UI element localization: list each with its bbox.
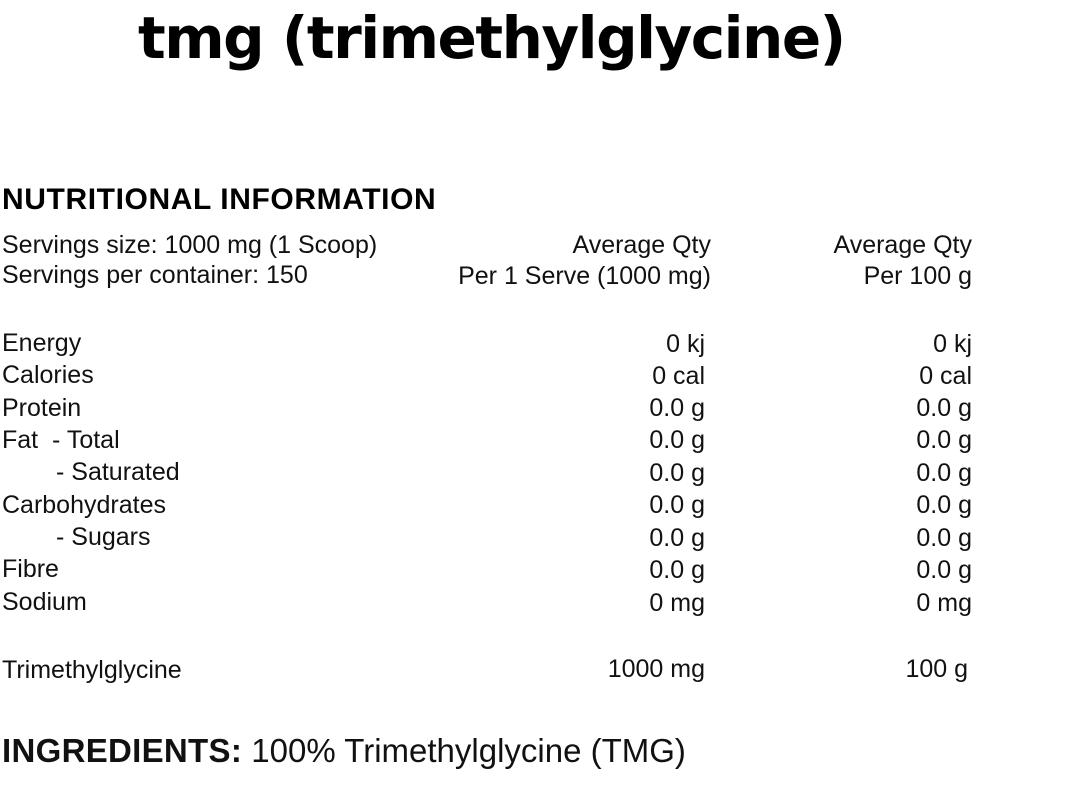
nutrient-value-per-serve-saturated: 0.0 g [649,459,705,487]
nutrient-value-per-serve-fibre: 0.0 g [649,556,705,584]
nutrient-value-per-100g-energy: 0 kj [933,330,972,358]
nutrient-value-per-100g-fat-total: 0.0 g [916,426,972,454]
column-header-per-serve-line2: Per 1 Serve (1000 mg) [458,262,711,290]
nutrient-value-per-100g-protein: 0.0 g [916,394,972,422]
nutrient-label-trimethylglycine: Trimethylglycine [2,656,182,684]
nutrient-label-protein: Protein [2,394,82,422]
nutrient-value-per-100g-sugars: 0.0 g [916,524,972,552]
serving-size: Servings size: 1000 mg (1 Scoop) [2,231,378,259]
nutrient-value-per-serve-trimethylglycine: 1000 mg [607,655,705,683]
nutrient-value-per-100g-fibre: 0.0 g [916,556,972,584]
nutrient-value-per-100g-carbohydrates: 0.0 g [916,491,972,519]
ingredients-text: 100% Trimethylglycine (TMG) [242,732,686,769]
nutrient-value-per-serve-fat-total: 0.0 g [649,426,705,454]
nutrient-value-per-serve-carbohydrates: 0.0 g [649,491,705,519]
nutrient-value-per-serve-energy: 0 kj [666,330,705,358]
nutrient-value-per-100g-saturated: 0.0 g [916,459,972,487]
nutrient-label-fat-total: Fat - Total [2,426,120,454]
ingredients-label: INGREDIENTS: [2,732,243,769]
nutrient-label-calories: Calories [2,361,94,389]
nutrient-value-per-serve-protein: 0.0 g [649,394,705,422]
nutrient-value-per-100g-calories: 0 cal [919,362,972,390]
nutrient-label-sodium: Sodium [2,588,87,616]
nutrient-label-carbohydrates: Carbohydrates [2,491,166,519]
nutrition-heading: NUTRITIONAL INFORMATION [2,183,437,216]
ingredients-line [2,730,686,772]
nutrient-label-energy: Energy [2,329,82,357]
column-header-per-serve-line1: Average Qty [572,231,711,259]
column-header-per-100g-line2: Per 100 g [863,262,972,290]
nutrient-label-saturated: - Saturated [56,458,180,486]
nutrient-value-per-100g-sodium: 0 mg [916,589,972,617]
nutrient-value-per-100g-trimethylglycine: 100 g [905,655,968,683]
column-header-per-100g-line1: Average Qty [833,231,972,259]
nutrient-label-fibre: Fibre [2,555,59,583]
product-title: tmg (trimethylglycine) [138,4,845,72]
nutrient-value-per-serve-sodium: 0 mg [649,589,705,617]
nutrient-label-sugars: - Sugars [56,523,151,551]
servings-per-container: Servings per container: 150 [2,261,308,289]
nutrient-value-per-serve-sugars: 0.0 g [649,524,705,552]
nutrient-value-per-serve-calories: 0 cal [652,362,705,390]
